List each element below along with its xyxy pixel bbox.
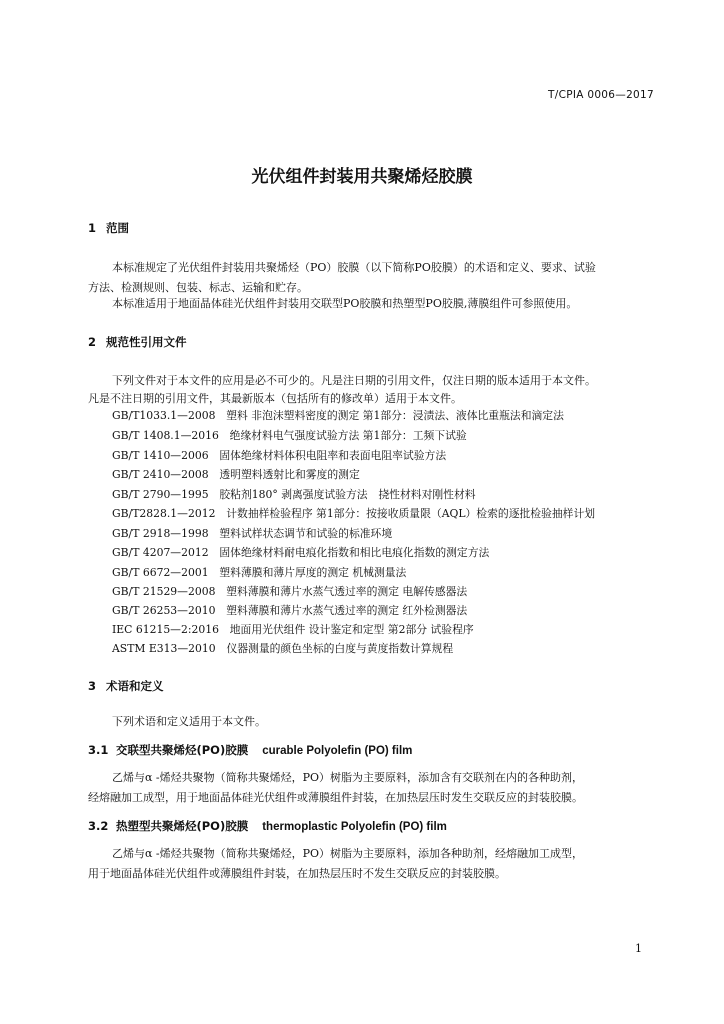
paragraph: 凡是不注日期的引用文件，其最新版本（包括所有的修改单）适用于本文件。 (88, 392, 462, 405)
section-title: 范围 (106, 221, 129, 235)
document-title: 光伏组件封装用共聚烯烃胶膜 (251, 167, 473, 187)
page-number: 1 (635, 942, 642, 955)
reference-item: GB/T 4207—2012 固体绝缘材料耐电痕化指数和相比电痕化指数的测定方法 (112, 546, 490, 559)
term-cn: 交联型共聚烯烃(PO)胶膜 (116, 743, 249, 757)
reference-item: GB/T 1410—2006 固体绝缘材料体积电阻率和表面电阻率试验方法 (112, 449, 447, 462)
reference-item: GB/T 21529—2008 塑料薄膜和薄片水蒸气透过率的测定 电解传感器法 (112, 585, 468, 598)
term-3-1-heading (88, 742, 412, 758)
section-number: 2 (88, 335, 97, 349)
reference-item: GB/T 2410—2008 透明塑料透射比和雾度的测定 (112, 468, 360, 481)
paragraph: 下列术语和定义适用于本文件。 (112, 715, 266, 728)
reference-item: GB/T 26253—2010 塑料薄膜和薄片水蒸气透过率的测定 红外检测器法 (112, 604, 468, 617)
paragraph: 用于地面晶体硅光伏组件或薄膜组件封装，在加热层压时不发生交联反应的封装胶膜。 (88, 867, 506, 880)
term-number: 3.1 (88, 743, 109, 757)
term-3-2-heading (88, 818, 447, 834)
section-title: 规范性引用文件 (106, 335, 187, 349)
paragraph: 本标准适用于地面晶体硅光伏组件封装用交联型PO胶膜和热塑型PO胶膜,薄膜组件可参照使用。 (112, 297, 578, 310)
section-3-heading (88, 678, 164, 694)
term-en: curable Polyolefin (PO) film (262, 745, 413, 757)
reference-item: ASTM E313—2010 仪器测量的颜色坐标的白度与黄度指数计算规程 (112, 642, 454, 655)
term-number: 3.2 (88, 819, 109, 833)
section-title: 术语和定义 (106, 679, 164, 693)
paragraph: 乙烯与α -烯烃共聚物（简称共聚烯烃，PO）树脂为主要原料，添加各种助剂，经熔融加工成型， (112, 847, 584, 860)
reference-item: GB/T 2918—1998 塑料试样状态调节和试验的标准环境 (112, 527, 393, 540)
term-en: thermoplastic Polyolefin (PO) film (262, 821, 447, 833)
paragraph: 本标准规定了光伏组件封装用共聚烯烃（PO）胶膜（以下简称PO胶膜）的术语和定义、要求、试验 (112, 261, 596, 274)
section-number: 1 (88, 221, 97, 235)
paragraph: 经熔融加工成型，用于地面晶体硅光伏组件或薄膜组件封装，在加热层压时发生交联反应的封装胶膜。 (88, 791, 583, 804)
paragraph: 方法、检测规则、包装、标志、运输和贮存。 (88, 281, 308, 294)
reference-item: GB/T2828.1—2012 计数抽样检验程序 第1部分：按接收质量限（AQL）检索的逐批检验抽样计划 (112, 507, 596, 520)
section-2-heading (88, 334, 187, 350)
reference-item: GB/T 1408.1—2016 绝缘材料电气强度试验方法 第1部分：工频下试验 (112, 429, 467, 442)
reference-item: GB/T1033.1—2008 塑料 非泡沫塑料密度的测定 第1部分：浸渍法、液体比重瓶法和滴定法 (112, 409, 564, 422)
reference-item: IEC 61215—2:2016 地面用光伏组件 设计鉴定和定型 第2部分 试验程序 (112, 623, 474, 636)
paragraph: 下列文件对于本文件的应用是必不可少的。凡是注日期的引用文件，仅注日期的版本适用于本文件。 (112, 374, 596, 387)
paragraph: 乙烯与α -烯烃共聚物（简称共聚烯烃，PO）树脂为主要原料，添加含有交联剂在内的各种助剂， (112, 771, 584, 784)
reference-item: GB/T 6672—2001 塑料薄膜和薄片厚度的测定 机械测量法 (112, 566, 407, 579)
standard-id: T/CPIA 0006—2017 (548, 89, 654, 101)
section-number: 3 (88, 679, 97, 693)
reference-item: GB/T 2790—1995 胶粘剂180° 剥离强度试验方法 挠性材料对刚性材料 (112, 488, 476, 501)
term-cn: 热塑型共聚烯烃(PO)胶膜 (116, 819, 249, 833)
section-1-heading (88, 220, 129, 236)
